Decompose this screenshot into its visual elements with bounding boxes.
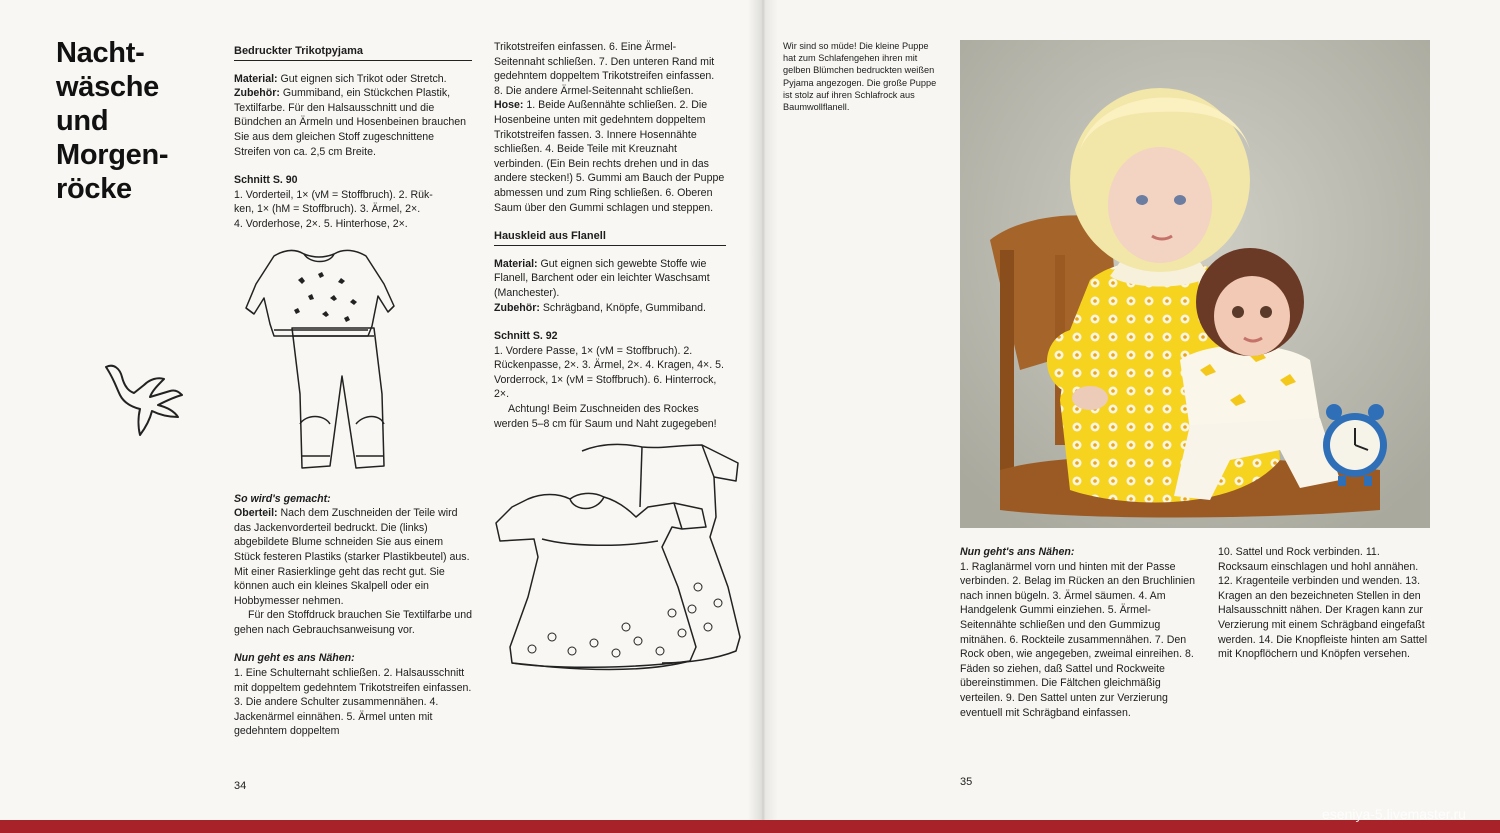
- material-paragraph: [494, 257, 726, 301]
- zubehoer-paragraph: [494, 301, 726, 316]
- material-label: Material:: [234, 72, 278, 85]
- oberteil-label: Oberteil:: [234, 507, 278, 520]
- naehen-paragraph: 1. Eine Schulternaht schließen. 2. Halsausschnitt mit doppeltem gedehntem Trikotstreifen einfassen. 3. Die andere Schulter zusammennähen. 4. Jackenärmel einnähen. 5. Ärmel unten mit gedehntem doppeltem: [234, 667, 472, 738]
- schnitt-line: 4. Vorderhose, 2×. 5. Hinterhose, 2×.: [234, 217, 408, 230]
- instructions-paragraph: 10. Sattel und Rock verbinden. 11. Rocksaum einschlagen und hohl annähen. 12. Kragenteile verbinden und wenden. 13. Kragen an den bezeichneten Stellen in den Halsausschnitt nähen. Der Kragen kann zur Verzierung mit einem Schrägband eingefaßt werden. 14. Die Knopfleiste hinten am Sattel mit Knopflöchern und Knöpfen versehen.: [1218, 546, 1428, 661]
- title-line: Nacht-: [56, 37, 145, 69]
- zubehoer-label: Zubehör:: [234, 87, 280, 100]
- hose-label: Hose:: [494, 99, 524, 112]
- zubehoer-label: Zubehör:: [494, 301, 540, 314]
- title-line: wäsche: [56, 71, 159, 103]
- material-label: Material:: [494, 257, 538, 270]
- title-line: und: [56, 105, 109, 137]
- zubehoer-paragraph: [234, 86, 472, 159]
- continuation-paragraph: Trikotstreifen einfassen. 6. Eine Ärmel-Seitennaht schließen. 7. Den unteren Rand mit gedehntem doppeltem Trikotstreifen einfassen. 8. Die andere Ärmel-Seitennaht schließen.: [494, 41, 715, 97]
- right-instructions-col1: [960, 545, 1200, 720]
- schnitt-heading: Schnitt S. 90: [234, 174, 298, 187]
- title-line: röcke: [56, 173, 132, 205]
- oberteil-text: Nach dem Zuschneiden der Teile wird das Jackenvorderteil bedruckt. Die (links) abgebildete Blume schneiden Sie aus einem Stück festeren Plastiks (starker Plastikbeutel) aus. Mit einer Rasierklinge geht das recht gut. Sie können auch ein kleines Skalpell oder ein Hobbymesser nehmen.: [234, 507, 470, 607]
- zubehoer-text: Schrägband, Knöpfe, Gummiband.: [539, 301, 706, 314]
- pyjama-column: [234, 44, 472, 739]
- schnitt-paragraph: 1. Vordere Passe, 1× (vM = Stoffbruch). 2. Rückenpasse, 2×. 3. Ärmel, 2×. 4. Kragen, 4×. 5. Vorderrock, 1× (vM = Stoffbruch). 6. Hinterrock, 2×.: [494, 344, 724, 401]
- schnitt-line: 1. Vorderteil, 1× (vM = Stoffbruch). 2. Rük-: [234, 188, 433, 201]
- stoffdruck-paragraph: Für den Stoffdruck brauchen Sie Textilfarbe und gehen nach Gebrauchsanweisung vor.: [234, 609, 472, 636]
- flower-stencil-icon: [100, 355, 190, 445]
- zubehoer-text: Gummiband, ein Stückchen Plastik, Textilfarbe. Für den Halsausschnitt und die Bündchen an Ärmeln und Hosenbeinen brauchen Sie aus dem gleichen Stoff zugeschnittene Streifen von ca. 2,5 cm Breite.: [234, 87, 467, 158]
- title-line: Morgen-: [56, 139, 169, 171]
- photo-caption: Wir sind so müde! Die kleine Puppe hat zum Schlafengehen ihren mit gelben Blümchen bedruckten weißen Pyjama angezogen. Die große Puppe ist stolz auf ihren Schlafrock aus Baumwollflanell.: [783, 41, 937, 113]
- material-paragraph: [234, 72, 472, 87]
- section-heading-dress: Hauskleid aus Flanell: [494, 229, 726, 246]
- material-text: Gut eignen sich gewebte Stoffe wie Flanell, Barchent oder ein leichter Waschsamt (Manchester).: [494, 257, 710, 299]
- naehen-paragraph: 1. Raglanärmel vorn und hinten mit der Passe verbinden. 2. Belag im Rücken an den Bruchlinien nach innen bügeln. 3. Ärmel säumen. 4. Am Handgelenk Gummi einziehen. 5. Ärmel-Seitennähte schließen und den Gummizug mitnähen. 6. Rockteile zusammennähen. 7. Den Rock oben, wie angegeben, zweimal einreihen. 8. Fäden so ziehen, daß Sattel und Rockweite übereinstimmen. Die Fältchen gleichmäßig verteilen. 9. Den Sattel unten zur Verzierung eventuell mit Schrägband einfassen.: [960, 560, 1195, 719]
- material-text: Gut eignen sich Trikot oder Stretch.: [277, 72, 447, 85]
- schnitt-heading: Schnitt S. 92: [494, 330, 558, 343]
- so-wirds-heading: So wird's gemacht:: [234, 492, 331, 505]
- section-heading-pyjama: Bedruckter Trikotpyjama: [234, 44, 472, 61]
- hose-and-dress-column: [494, 40, 726, 677]
- schnitt-line: ken, 1× (hM = Stoffbruch). 3. Ärmel, 2×.: [234, 203, 421, 216]
- achtung-paragraph: Achtung! Beim Zuschneiden des Rockes werden 5–8 cm für Saum und Naht zugegeben!: [494, 403, 717, 430]
- pyjama-pattern-illustration: [234, 244, 414, 484]
- dress-pattern-illustration: [492, 437, 742, 677]
- chapter-title: [56, 36, 168, 206]
- naehen-heading: Nun geht es ans Nähen:: [234, 652, 355, 665]
- hose-paragraph: [494, 98, 726, 215]
- page-number-left: 34: [234, 780, 247, 792]
- hose-text: 1. Beide Außennähte schließen. 2. Die Hosenbeine unten mit gedehntem doppeltem Trikotstreifen fassen. 3. Innere Hosennähte schließen. 4. Beide Teile mit Kreuznaht verbinden. (Ein Bein rechts drehen und in das andere stecken!) 5. Gummi am Bauch der Puppe abmessen und zum Ring schließen. 6. Oberen Saum über den Gummi schlagen und steppen.: [494, 99, 725, 214]
- right-instructions-col2: [1218, 545, 1428, 662]
- dolls-photo: [960, 40, 1430, 528]
- oberteil-paragraph: [234, 506, 472, 608]
- naehen-heading: Nun geht's ans Nähen:: [960, 546, 1075, 558]
- page-number-right: 35: [960, 776, 973, 788]
- watermark: eseniya-5.livemaster.ru: [1322, 806, 1466, 822]
